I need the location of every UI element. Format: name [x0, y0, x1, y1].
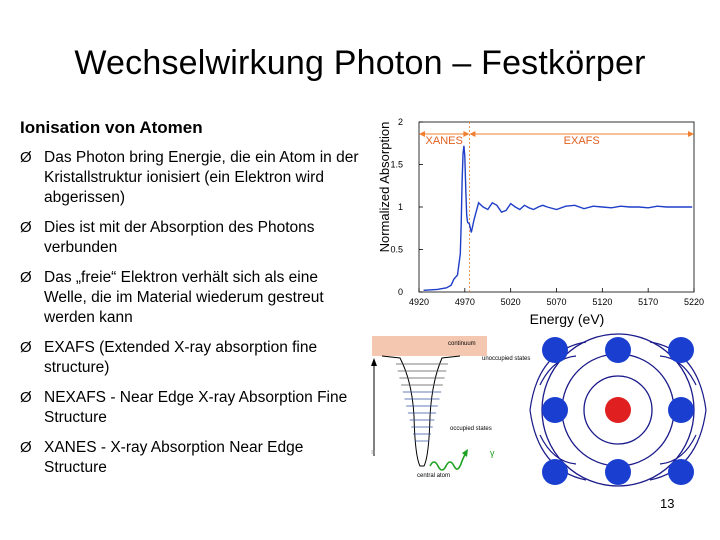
- energy-levels: [396, 364, 448, 441]
- x-tick-label: 4920: [408, 297, 430, 307]
- region-label: XANES: [425, 135, 463, 147]
- page-number: 13: [660, 496, 675, 511]
- occupied-states-label: occupied states: [450, 426, 492, 432]
- x-tick-label: 5070: [546, 297, 567, 307]
- bullet-arrow-icon: Ø: [20, 389, 32, 406]
- bullet-item: [20, 148, 365, 208]
- central-atom-label: central atom: [417, 473, 451, 479]
- x-tick-label: 5220: [683, 297, 705, 307]
- neighbor-atom: [605, 459, 631, 485]
- y-tick-label: 0: [397, 287, 403, 297]
- region-arrow-left-icon: [469, 131, 475, 137]
- neighbor-atom: [605, 337, 631, 363]
- region-arrow-right-icon: [688, 131, 694, 137]
- x-tick-label: 4970: [454, 297, 475, 307]
- y-tick-label: 0.5: [390, 244, 403, 255]
- x-tick-label: 5120: [592, 297, 613, 307]
- plot-area: [390, 117, 704, 307]
- bullet-text: XANES - X-ray Absorption Near Edge Structure: [44, 439, 304, 476]
- x-tick-label: 5020: [500, 297, 521, 307]
- bullet-item: [20, 438, 365, 478]
- bullet-item: [20, 338, 365, 378]
- central-atom: [605, 397, 631, 423]
- y-tick-label: 1.5: [390, 159, 403, 170]
- y-tick-label: 1: [397, 202, 403, 212]
- bullet-text: Das Photon bring Energie, die ein Atom in der Kristallstruktur ionisiert (ein Elektron wird abgerissen): [44, 149, 359, 206]
- neighbor-atom: [668, 337, 694, 363]
- atom-scattering-diagram: [528, 330, 708, 495]
- energy-level-diagram: [370, 336, 531, 496]
- slide-subtitle: Ionisation von Atomen: [20, 118, 203, 137]
- unoccupied-states-label: unoccupied states: [482, 356, 531, 362]
- neighbor-atom: [542, 397, 568, 423]
- y-axis-label: Normalized Absorption: [377, 121, 392, 253]
- bullet-text: NEXAFS - Near Edge X-ray Absorption Fine Structure: [44, 389, 348, 426]
- absorption-chart: [374, 112, 714, 332]
- region-arrow-right-icon: [463, 131, 469, 137]
- potential-well: [382, 356, 460, 466]
- x-axis-label: Energy (eV): [529, 311, 605, 327]
- absorption-series-line: [424, 146, 693, 290]
- bullet-item: [20, 388, 365, 428]
- bullet-text: EXAFS (Extended X-ray absorption fine structure): [44, 339, 318, 376]
- bullet-text: Das „freie“ Elektron verhält sich als eine Welle, die im Material wiederum gestreut werden kann: [44, 269, 324, 326]
- neighbor-atom: [668, 459, 694, 485]
- region-arrow-left-icon: [419, 131, 425, 137]
- bullet-arrow-icon: Ø: [20, 219, 32, 236]
- bullet-text: Dies ist mit der Absorption des Photons verbunden: [44, 219, 315, 256]
- neighbor-atom: [542, 459, 568, 485]
- photon-wave: [430, 452, 466, 470]
- bullet-item: [20, 268, 365, 328]
- energy-axis-arrow-icon: [371, 358, 377, 366]
- bullet-item: [20, 218, 365, 258]
- bullet-arrow-icon: Ø: [20, 439, 32, 456]
- y-tick-label: 2: [397, 117, 403, 127]
- region-label: EXAFS: [563, 135, 600, 147]
- bullet-list: [20, 148, 365, 488]
- bullet-arrow-icon: Ø: [20, 149, 32, 166]
- slide-title: Wechselwirkung Photon – Festkörper: [74, 44, 646, 82]
- photon-label: γ: [490, 448, 495, 458]
- energy-axis-tick: ≡: [371, 450, 375, 456]
- x-tick-label: 5170: [638, 297, 659, 307]
- neighbor-atom: [668, 397, 694, 423]
- neighbor-atom: [542, 337, 568, 363]
- bullet-arrow-icon: Ø: [20, 269, 32, 286]
- bullet-arrow-icon: Ø: [20, 339, 32, 356]
- continuum-label: continuum: [448, 341, 476, 347]
